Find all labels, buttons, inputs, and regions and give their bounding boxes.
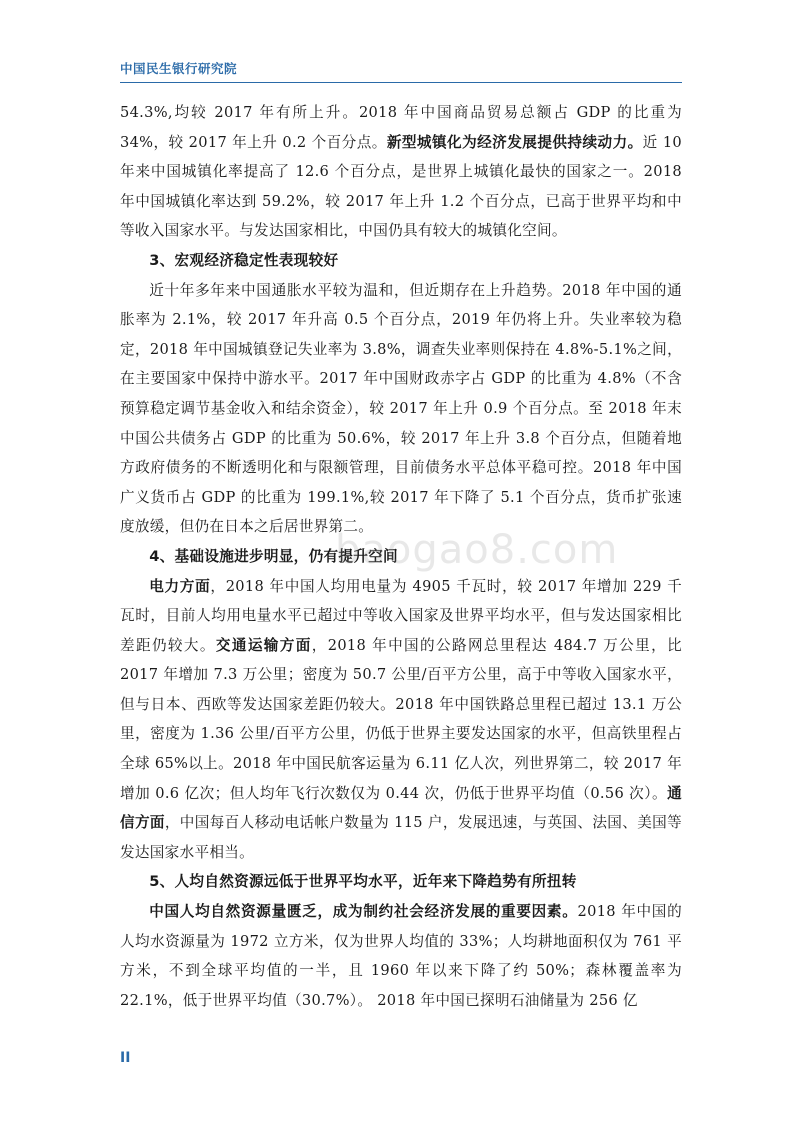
page-header: [120, 60, 682, 83]
section-heading-4: 4、基础设施进步明显，仍有提升空间: [149, 547, 398, 565]
bold-lead-transport: 交通运输方面: [215, 636, 312, 654]
page-number: II: [120, 1050, 131, 1066]
bold-lead-resources: 中国人均自然资源量匮乏，成为制约社会经济发展的重要因素。: [149, 903, 578, 921]
paragraph-natural-resources: 中国人均自然资源量匮乏，成为制约社会经济发展的重要因素。2018 年中国的人均水资源量为 1972 立方米，仅为世界人均值的 33%；人均耕地面积仅为 761 平方米，不到全球平均值的一半，且 1960 年以来下降了约 50%；森林覆盖率为 22.1%，低于世界平均值（30.7%）。 2018 年中国已探明石油储量为 256 亿: [120, 903, 683, 1009]
section-heading-5: 5、人均自然资源远低于世界平均水平，近年来下降趋势有所扭转: [149, 873, 577, 891]
bold-lead-urbanization: 新型城镇化为经济发展提供持续动力。: [386, 133, 643, 151]
bold-lead-telecom: 通信方面: [120, 784, 682, 832]
paragraph-trade-urbanization: 54.3%,均较 2017 年有所上升。2018 年中国商品贸易总额占 GDP 的比重为 34%，较 2017 年上升 0.2 个百分点。新型城镇化为经济发展提供持续动力。近 10 年来中国城镇化率提高了 12.6 个百分点，是世界上城镇化最快的国家之一。2018 年中国城镇化率达到 59.2%，较 2017 年上升 1.2 个百分点，已高于世界平均和中等收入国家水平。与发达国家相比，中国仍具有较大的城镇化空间。: [120, 104, 682, 240]
section-heading-3: 3、宏观经济稳定性表现较好: [149, 251, 339, 269]
paragraph-macro-stability: 近十年多年来中国通胀水平较为温和，但近期存在上升趋势。2018 年中国的通胀率为 2.1%，较 2017 年升高 0.5 个百分点，2019 年仍将上升。失业率较为稳定，2018 年中国城镇登记失业率为 3.8%，调查失业率则保持在 4.8%-5.1%之间，在主要国家中保持中游水平。2017 年中国财政赤字占 GDP 的比重为 4.8%（不含预算稳定调节基金收入和结余资金），较 2017 年上升 0.9 个百分点。至 2018 年末中国公共债务占 GDP 的比重为 50.6%，较 2017 年上升 3.8 个百分点，但随着地方政府债务的不断透明化和与限额管理，目前债务水平总体平稳可控。2018 年中国广义货币占 GDP 的比重为 199.1%,较 2017 年下降了 5.1 个百分点，货币扩张速度放缓，但仍在日本之后居世界第二。: [120, 281, 682, 536]
header-title: 中国民生银行研究院: [120, 61, 238, 76]
paragraph-infrastructure: 电力方面，2018 年中国人均用电量为 4905 千瓦时，较 2017 年增加 229 千瓦时，目前人均用电量水平已超过中等收入国家及世界平均水平，但与发达国家相比差距仍较大。交通运输方面，2018 年中国的公路网总里程达 484.7 万公里，比 2017 年增加 7.3 万公里；密度为 50.7 公里/百平方公里，高于中等收入国家水平，但与日本、西欧等发达国家差距仍较大。2018 年中国铁路总里程已超过 13.1 万公里，密度为 1.36 公里/百平方公里，仍低于世界主要发达国家的水平，但高铁里程占全球 65%以上。2018 年中国民航客运量为 6.11 亿人次，列世界第二，较 2017 年增加 0.6 亿次；但人均年飞行次数仅为 0.44 次，仍低于世界平均值（0.56 次）。通信方面，中国每百人移动电话帐户数量为 115 户，发展迅速，与英国、法国、美国等发达国家水平相当。: [120, 577, 682, 861]
watermark: baogao8.com: [335, 527, 619, 573]
bold-lead-power: 电力方面: [149, 577, 211, 595]
